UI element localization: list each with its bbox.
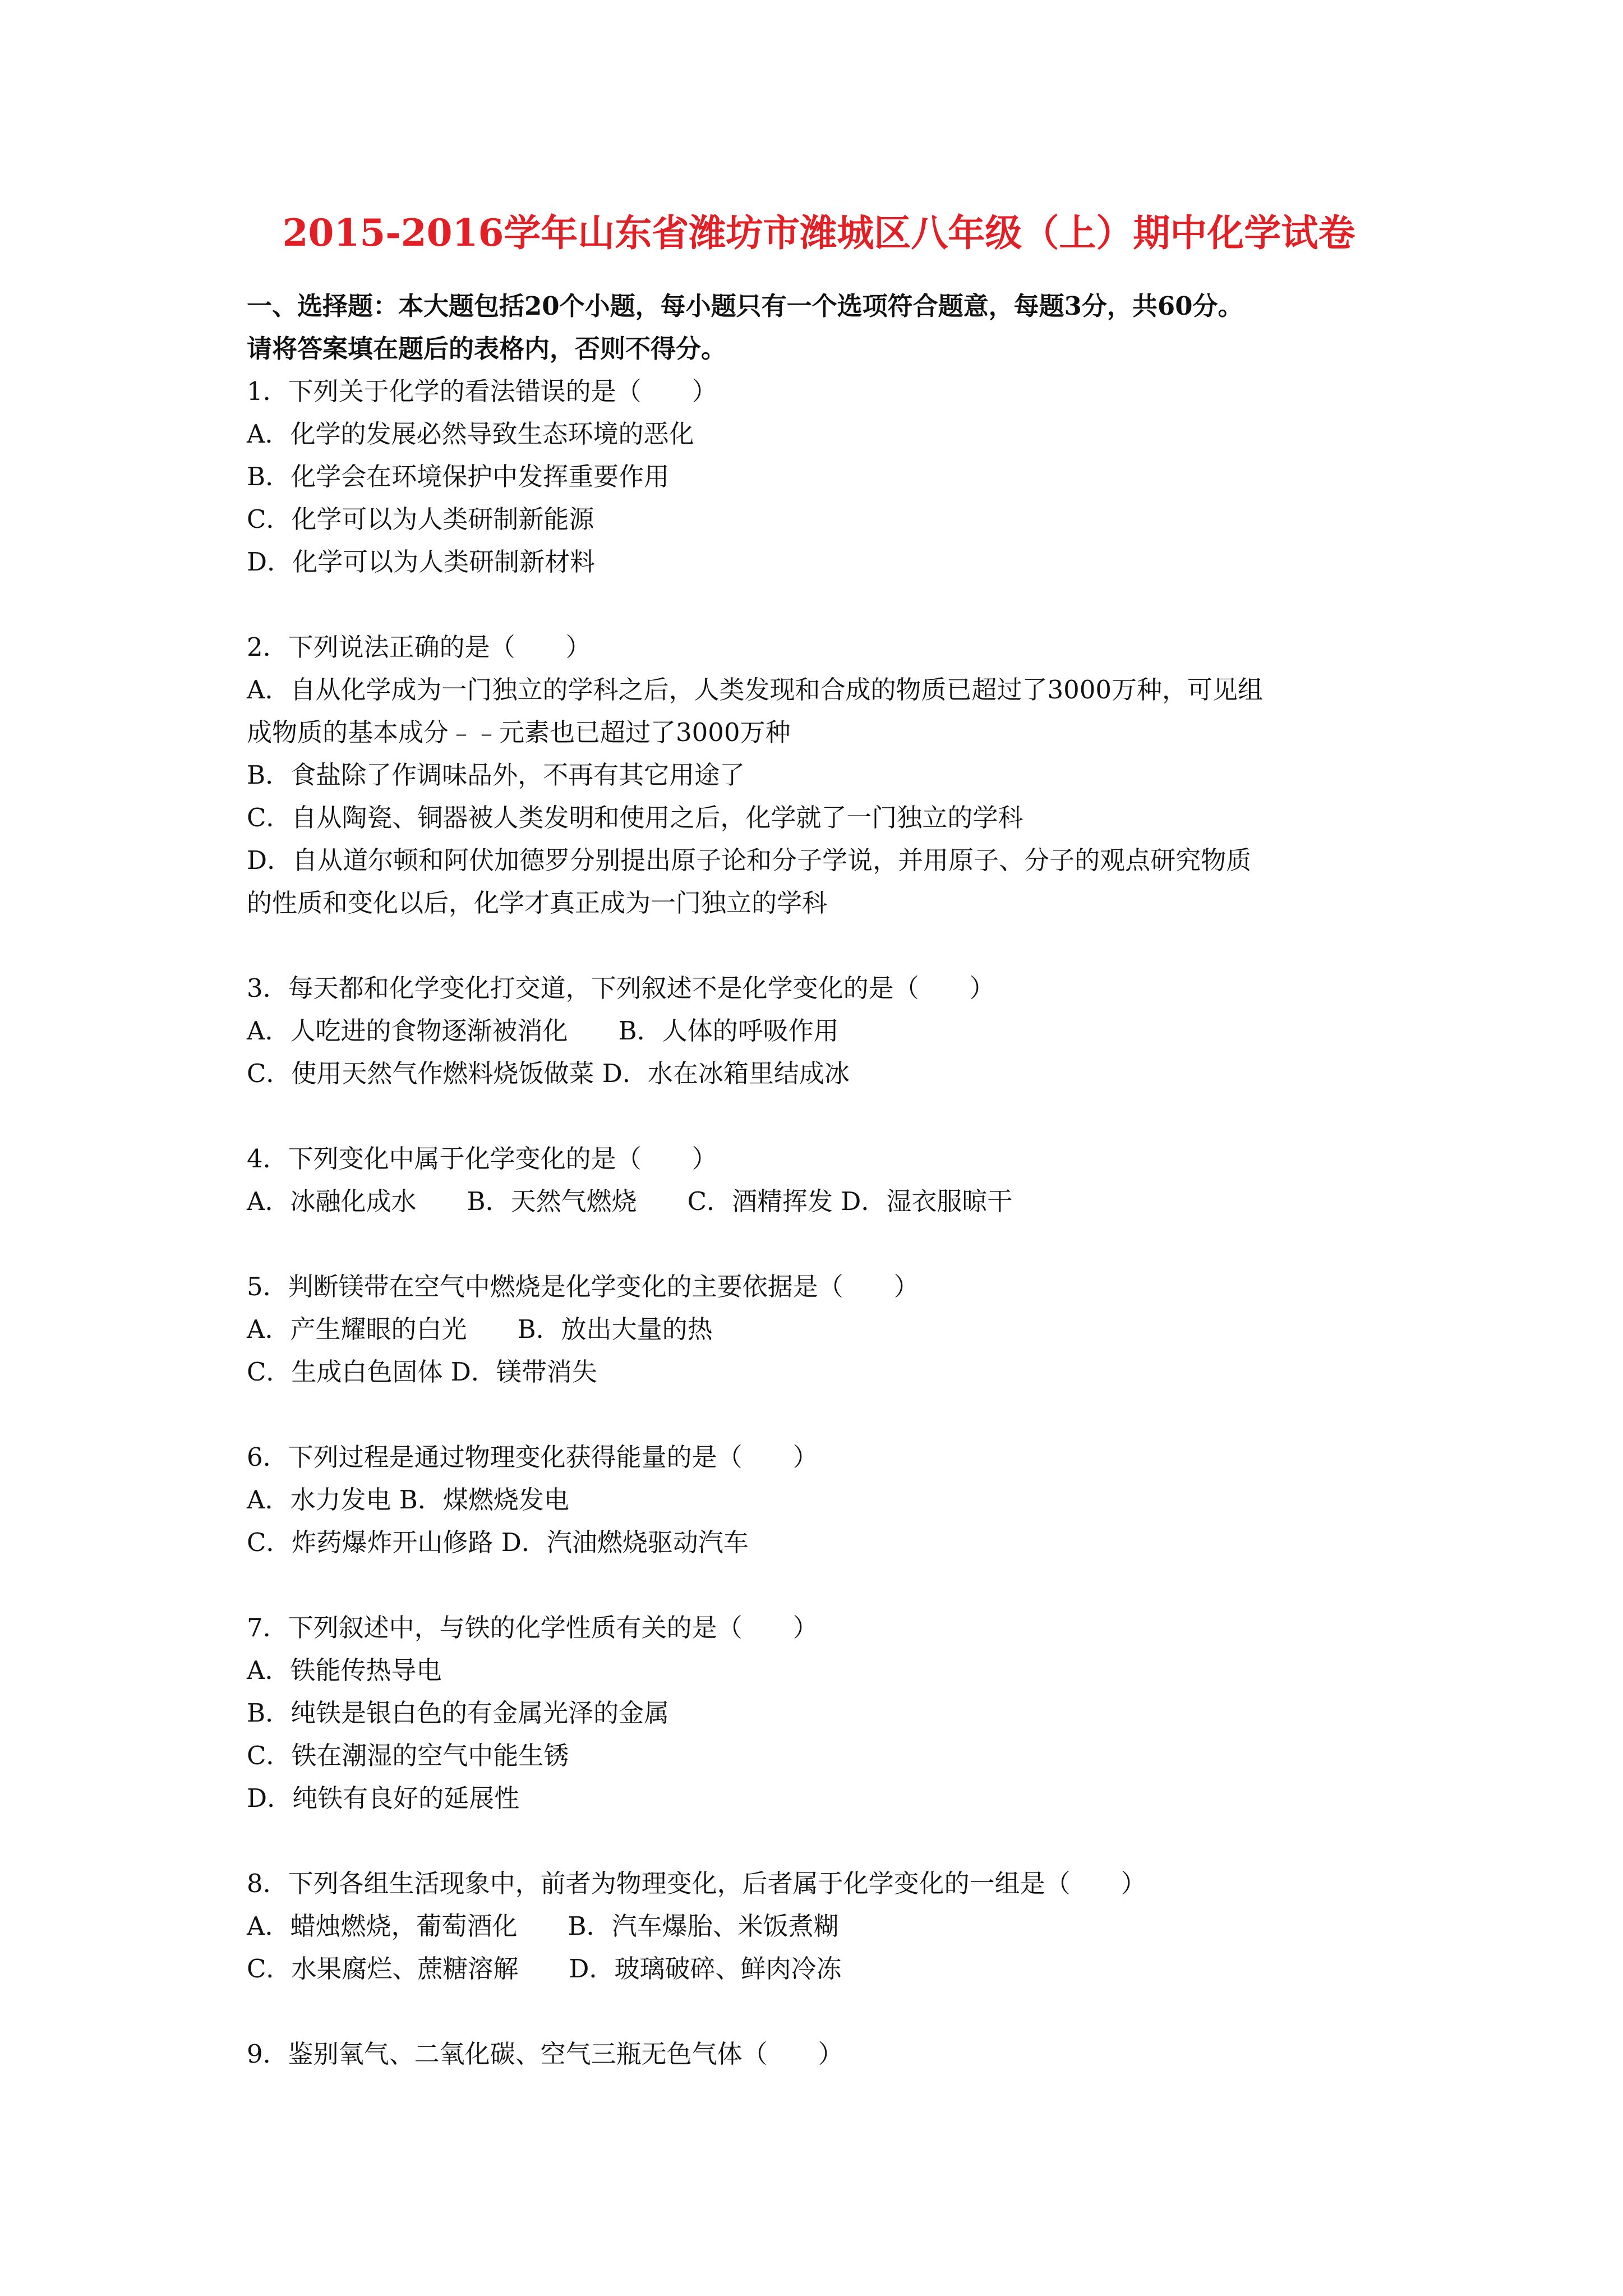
option-line: C．使用天然气作燃料烧饭做菜 D．水在冰箱里结成冰 — [247, 1059, 850, 1088]
question-stem: 8．下列各组生活现象中，前者为物理变化，后者属于化学变化的一组是（ ） — [247, 1869, 1146, 1898]
question-stem: 1．下列关于化学的看法错误的是（ ） — [247, 376, 717, 406]
option-line: 成物质的基本成分﹣﹣元素也已超过了3000万种 — [247, 717, 791, 747]
question-stem: 6．下列过程是通过物理变化获得能量的是（ ） — [247, 1442, 818, 1472]
option-line: B．化学会在环境保护中发挥重要作用 — [247, 462, 670, 491]
option-line: A．人吃进的食物逐渐被消化 B．人体的呼吸作用 — [247, 1016, 839, 1046]
option-line: C．自从陶瓷、铜器被人类发明和使用之后，化学就了一门独立的学科 — [247, 803, 1023, 832]
question-7 — [247, 1607, 1391, 1820]
question-stem: 4．下列变化中属于化学变化的是（ ） — [247, 1144, 717, 1174]
question-stem: 2．下列说法正确的是（ ） — [247, 632, 591, 662]
page-title: 2015-2016学年山东省潍坊市潍城区八年级（上）期中化学试卷 — [282, 211, 1355, 255]
question-9 — [247, 2033, 1391, 2076]
question-stem: 7．下列叙述中，与铁的化学性质有关的是（ ） — [247, 1613, 818, 1642]
section-instructions-line-1: 一、选择题：本大题包括20个小题，每小题只有一个选项符合题意，每题3分，共60分。 — [247, 291, 1243, 321]
option-line: 的性质和变化以后，化学才真正成为一门独立的学科 — [247, 888, 828, 918]
section-instructions — [247, 285, 1391, 370]
question-stem: 9．鉴别氧气、二氧化碳、空气三瓶无色气体（ ） — [247, 2039, 843, 2069]
option-line: D．纯铁有良好的延展性 — [247, 1783, 520, 1813]
question-stem: 5．判断镁带在空气中燃烧是化学变化的主要依据是（ ） — [247, 1272, 919, 1301]
question-5 — [247, 1266, 1391, 1393]
option-line: A．冰融化成水 B．天然气燃烧 C．酒精挥发 D．湿衣服晾干 — [247, 1186, 1013, 1216]
option-line: A．蜡烛燃烧，葡萄酒化 B．汽车爆胎、米饭煮糊 — [247, 1911, 839, 1941]
question-4 — [247, 1138, 1391, 1223]
option-line: A．铁能传热导电 — [247, 1655, 442, 1685]
option-line: A．化学的发展必然导致生态环境的恶化 — [247, 419, 694, 449]
section-instructions-line-2: 请将答案填在题后的表格内，否则不得分。 — [247, 334, 727, 364]
option-line: C．生成白色固体 D．镁带消失 — [247, 1357, 597, 1387]
option-line: D．化学可以为人类研制新材料 — [247, 547, 596, 577]
option-line: A．自从化学成为一门独立的学科之后，人类发现和合成的物质已超过了3000万种，可见组 — [247, 675, 1264, 705]
option-line: A．水力发电 B．煤燃烧发电 — [247, 1485, 569, 1515]
question-2 — [247, 626, 1391, 924]
question-stem: 3．每天都和化学变化打交道，下列叙述不是化学变化的是（ ） — [247, 973, 995, 1003]
question-1 — [247, 370, 1391, 583]
exam-page — [247, 208, 1391, 2076]
option-line: D．自从道尔顿和阿伏加德罗分别提出原子论和分子学说，并用原子、分子的观点研究物质 — [247, 845, 1252, 875]
option-line: C．铁在潮湿的空气中能生锈 — [247, 1741, 569, 1770]
question-6 — [247, 1436, 1391, 1564]
question-8 — [247, 1862, 1391, 1990]
option-line: B．食盐除了作调味品外，不再有其它用途了 — [247, 760, 745, 790]
option-line: C．水果腐烂、蔗糖溶解 D．玻璃破碎、鲜肉冷冻 — [247, 1954, 842, 1984]
question-3 — [247, 967, 1391, 1095]
option-line: B．纯铁是银白色的有金属光泽的金属 — [247, 1698, 670, 1728]
option-line: C．化学可以为人类研制新能源 — [247, 504, 594, 534]
option-line: C．炸药爆炸开山修路 D．汽油燃烧驱动汽车 — [247, 1527, 749, 1557]
option-line: A．产生耀眼的白光 B．放出大量的热 — [247, 1314, 713, 1344]
